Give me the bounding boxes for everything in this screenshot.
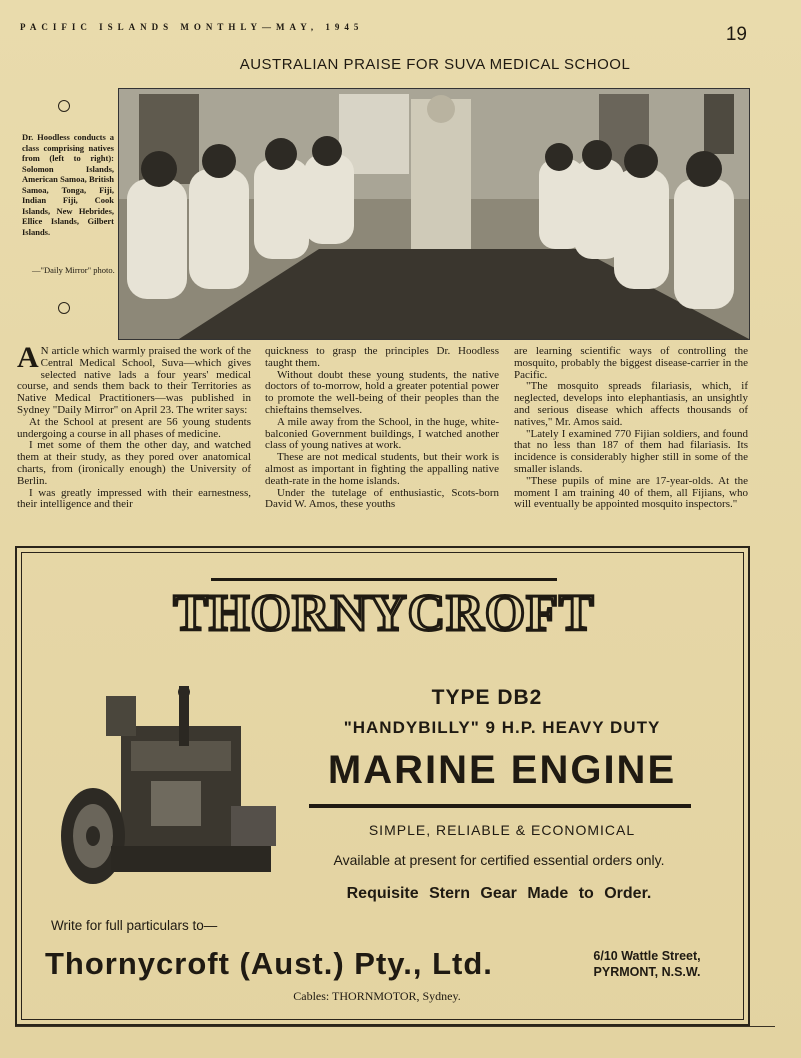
heading-rule <box>309 804 691 808</box>
article-paragraph: I met some of them the other day, and watched them at their study, as they pored over anatomical charts, from (ironically enough) the University of Berlin. <box>17 439 251 487</box>
thornycroft-logo-art <box>173 572 595 642</box>
article-paragraph: "These pupils of mine are 17-year-olds. At the moment I am training 40 of them, all Fijians, who will eventually be appointed mosquito inspectors." <box>514 474 748 511</box>
class-photo-illustration <box>119 89 749 339</box>
address-suburb: PYRMONT, N.S.W. <box>593 965 701 979</box>
photo-credit: —"Daily Mirror" photo. <box>32 265 115 275</box>
cables-address: Cables: THORNMOTOR, Sydney. <box>293 989 461 1003</box>
thornycroft-logo <box>173 572 595 642</box>
article-body <box>17 341 755 540</box>
paragraph-text: N article which warmly praised the work of the Central Medical School, Suva—which gives selected native lads a four years' medical course, and sends them back to their Territories as Native Medical Practitioners—was published in Sydney "Daily Mirror" on April 23. The writer says: <box>17 345 251 416</box>
article-paragraph: Without doubt these young students, the native doctors of to-morrow, hold a greater potential power to promote the well-being of their peoples than the chieftains themselves. <box>265 368 499 416</box>
drop-cap: A <box>17 341 39 374</box>
write-for-particulars: Write for full particulars to— <box>51 918 218 933</box>
address-street: 6/10 Wattle Street, <box>593 949 701 963</box>
stern-gear-line: Requisite Stern Gear Made to Order. <box>346 885 652 902</box>
article-paragraph: quickness to grasp the principles Dr. Hoodless taught them. <box>265 345 499 369</box>
thornycroft-advertisement <box>15 546 750 1026</box>
logo-wordmark: THORNYCROFT <box>173 585 595 642</box>
article-column-2 <box>265 346 499 511</box>
marine-engine-illustration <box>51 686 281 906</box>
company-address <box>577 948 717 980</box>
article-paragraph: These are not medical students, but their work is almost as important in fighting the appalling native death-rate in the home islands. <box>265 451 499 487</box>
photo-caption: Dr. Hoodless conducts a class comprising natives from (left to right): Solomon Islands, American Samoa, British Samoa, Tonga, Fiji, Indian Fiji, Cook Islands, New Hebrides, Ellice Islands, Gilbert Islands. <box>22 132 114 237</box>
article-paragraph: I was greatly impressed with their earnestness, their intelligence and their <box>17 486 251 511</box>
punch-hole-bottom <box>58 302 70 314</box>
article-paragraph: At the School at present are 56 young students undergoing a course in all phases of medicine. <box>17 415 251 440</box>
bottom-rule <box>15 1026 775 1027</box>
punch-hole-top <box>58 100 70 112</box>
engine-type: TYPE DB2 <box>431 686 543 709</box>
engine-illustration <box>51 686 281 906</box>
handybilly-line: "HANDYBILLY" 9 H.P. HEAVY DUTY <box>343 718 661 737</box>
marine-engine-heading: MARINE ENGINE <box>327 748 677 792</box>
article-column-1 <box>17 341 251 511</box>
article-paragraph: "The mosquito spreads filariasis, which, if neglected, develops into elephantiasis, an unsightly and serious disease which affects thousands of natives," Mr. Amos said. <box>514 380 748 428</box>
article-headline: AUSTRALIAN PRAISE FOR SUVA MEDICAL SCHOOL <box>239 56 631 73</box>
company-name: Thornycroft (Aust.) Pty., Ltd. <box>45 946 493 981</box>
article-paragraph: A mile away from the School, in the huge, white-balconied Government buildings, I watched another class of young natives at work. <box>265 415 499 452</box>
availability-line: Available at present for certified essential orders only. <box>333 852 665 868</box>
article-paragraph: Under the tutelage of enthusiastic, Scots-born David W. Amos, these youths <box>265 486 499 511</box>
article-paragraph: are learning scientific ways of controlling the mosquito, probably the biggest disease-carrier in the Pacific. <box>514 345 748 381</box>
article-column-3 <box>514 346 748 511</box>
article-paragraph <box>17 341 251 417</box>
simple-reliable-line: SIMPLE, RELIABLE & ECONOMICAL <box>368 822 636 838</box>
article-paragraph: "Lately I examined 770 Fijian soldiers, and found that no less than 187 of them had filariasis. Its incidence is considerably higher still in some of the smaller islands. <box>514 427 748 475</box>
running-head: PACIFIC ISLANDS MONTHLY—MAY, 1945 <box>20 22 364 32</box>
page-number: 19 <box>725 24 747 45</box>
class-photo <box>118 88 750 340</box>
